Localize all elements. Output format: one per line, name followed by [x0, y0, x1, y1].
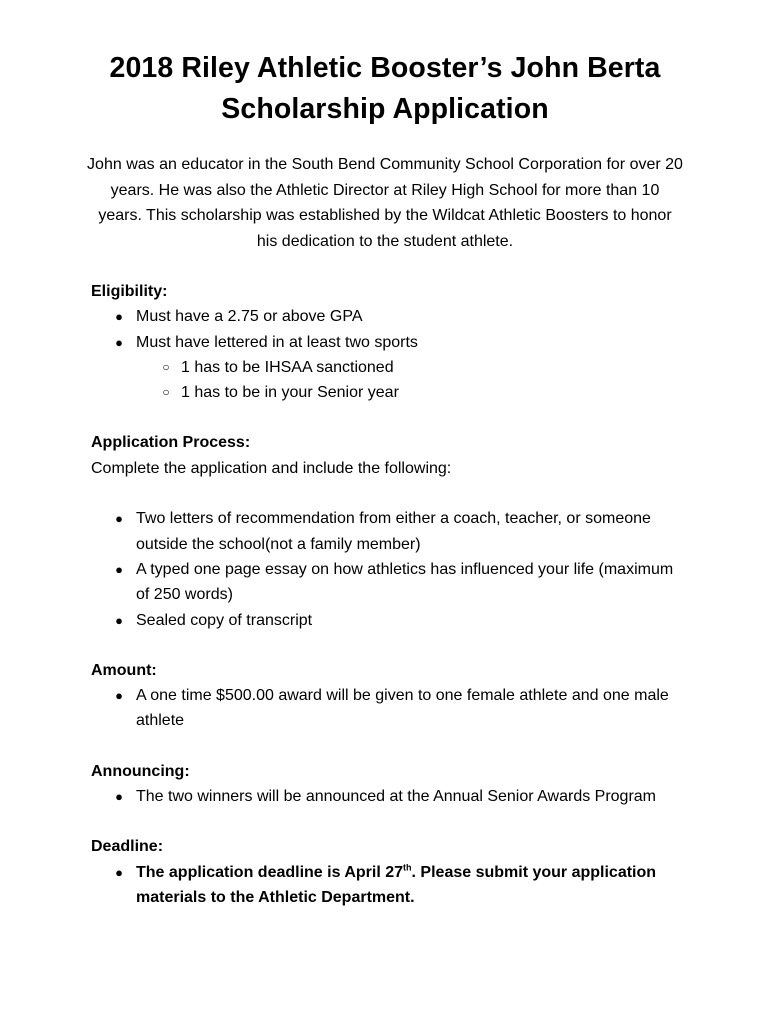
deadline-text-before: The application deadline is April 27: [136, 863, 404, 881]
list-item: [91, 784, 679, 809]
deadline-section: [91, 834, 679, 910]
hollow-bullet-icon: ○: [162, 359, 170, 374]
intro-paragraph: John was an educator in the South Bend Community School Corporation for over 20 years. He was also the Athletic Director at Riley High School for more than 10 years. This scholarship was established by the Wildcat Athletic Boosters to honor his dedication to the student athlete.: [87, 156, 683, 250]
deadline-list: [91, 860, 679, 911]
bullet-icon: ●: [115, 334, 123, 350]
deadline-heading: Deadline:: [91, 838, 164, 856]
eligibility-section: [91, 279, 679, 405]
deadline-text-after: . Please submit your application materials to the Athletic Department.: [136, 863, 657, 906]
sublist-item-text: 1 has to be IHSAA sanctioned: [181, 358, 394, 376]
application-section: [91, 430, 679, 632]
application-intro: Complete the application and include the following:: [91, 459, 452, 477]
sublist-item: [136, 380, 679, 405]
list-item-text: Two letters of recommendation from either a coach, teacher, or someone outside the school(not a family member): [136, 510, 651, 553]
list-item: [91, 304, 679, 329]
amount-section: [91, 658, 679, 734]
list-item-text: Must have a 2.75 or above GPA: [136, 308, 363, 326]
bullet-icon: ●: [115, 309, 123, 325]
eligibility-sublist: [136, 355, 679, 406]
list-item-text: A typed one page essay on how athletics has influenced your life (maximum of 250 words): [136, 560, 674, 604]
list-item: [91, 506, 679, 557]
list-item: [91, 608, 679, 633]
amount-heading: Amount:: [91, 661, 157, 679]
amount-list: [91, 683, 679, 734]
bullet-icon: ●: [115, 864, 123, 880]
list-item-text: Must have lettered in at least two sports: [136, 333, 418, 351]
sublist-item: [136, 355, 679, 380]
application-heading: Application Process:: [91, 434, 251, 452]
list-item-text: The two winners will be announced at the Annual Senior Awards Program: [136, 788, 657, 806]
announcing-list: [91, 784, 679, 809]
announcing-heading: Announcing:: [91, 762, 190, 780]
bullet-icon: ●: [115, 612, 123, 628]
hollow-bullet-icon: ○: [162, 385, 170, 400]
eligibility-list: [91, 304, 679, 405]
sublist-item-text: 1 has to be in your Senior year: [181, 384, 399, 402]
list-item: [91, 330, 679, 406]
list-item-text: A one time $500.00 award will be given to one female athlete and one male athlete: [136, 687, 669, 730]
title-line-1: 2018 Riley Athletic Booster’s John Berta: [109, 52, 661, 84]
bullet-icon: ●: [115, 511, 123, 527]
bullet-icon: ●: [115, 789, 123, 805]
deadline-superscript: th: [403, 862, 412, 873]
announcing-section: [91, 759, 679, 810]
title-line-2: Scholarship Application: [221, 93, 549, 125]
page-title: [91, 48, 679, 130]
list-item: [91, 557, 679, 608]
bullet-icon: ●: [115, 561, 123, 577]
list-item: [91, 860, 679, 911]
bullet-icon: ●: [115, 688, 123, 704]
application-list: [91, 506, 679, 632]
list-item-text: Sealed copy of transcript: [136, 611, 313, 629]
eligibility-heading: Eligibility:: [91, 283, 168, 300]
list-item: [91, 683, 679, 734]
